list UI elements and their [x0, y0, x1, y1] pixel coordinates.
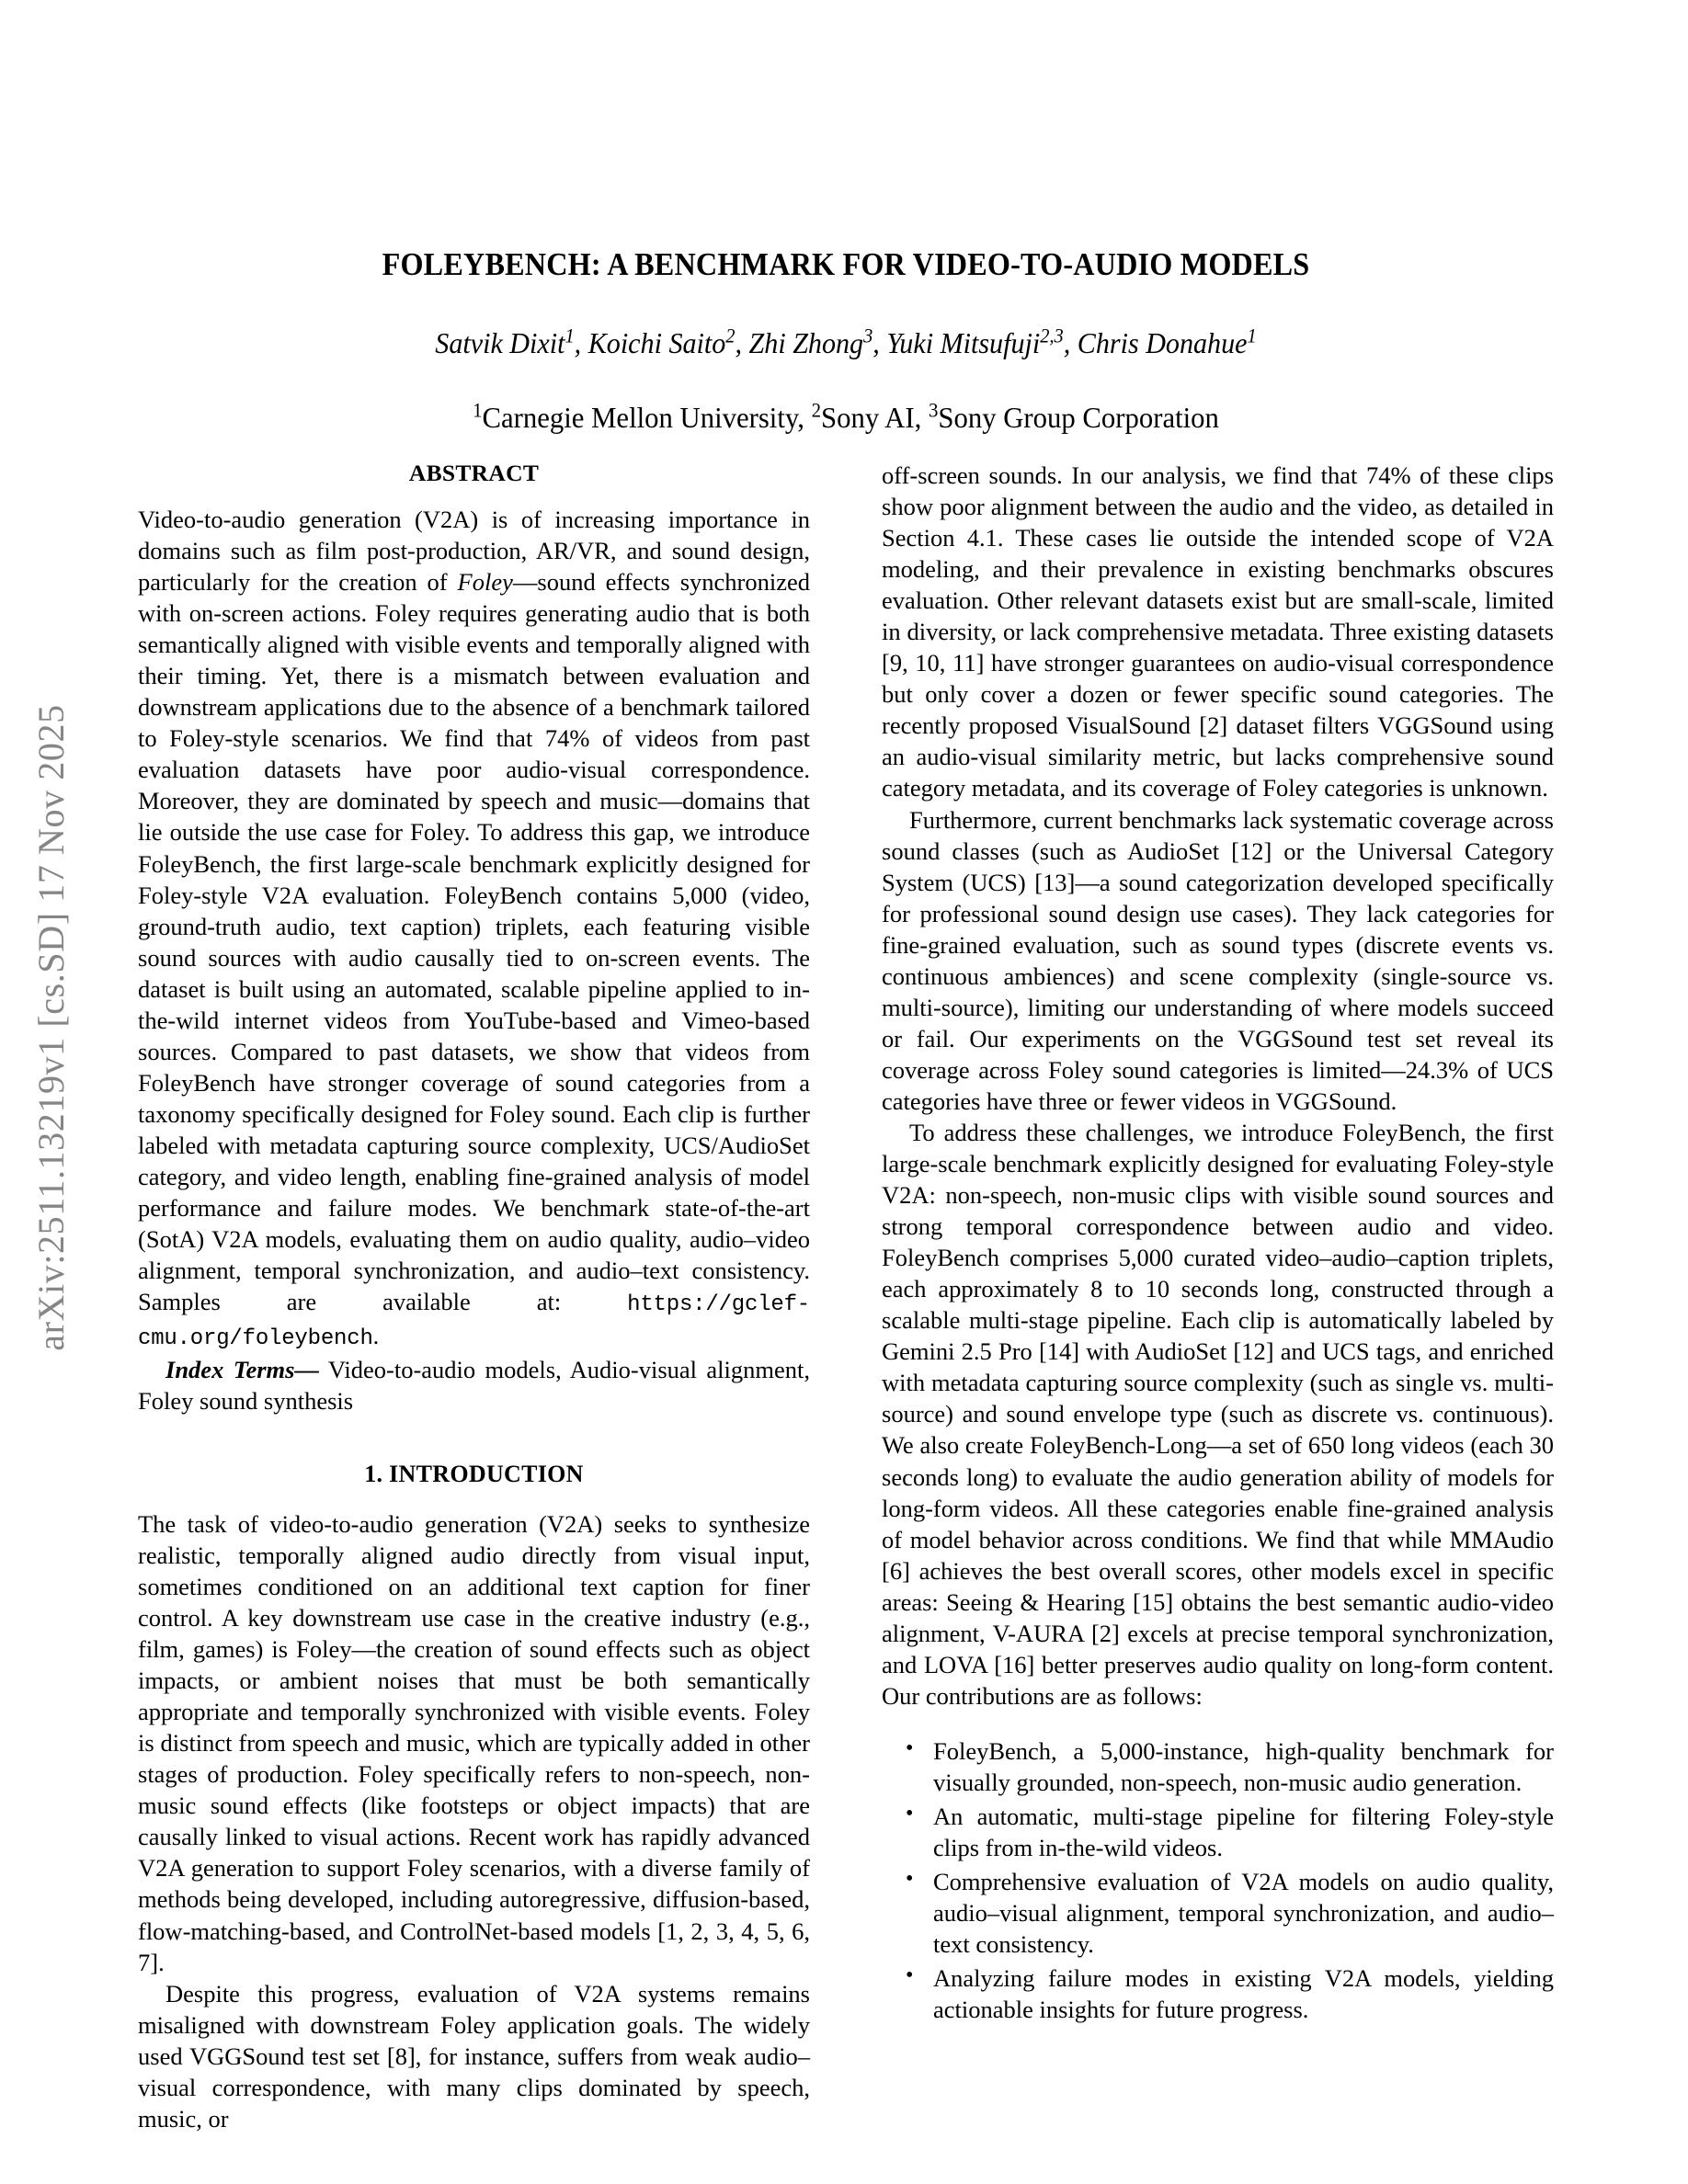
- index-terms-text: Video-to-audio models, Audio-visual alignment, Foley sound synthesis: [138, 1355, 810, 1415]
- arxiv-identifier-stamp: [0, 0, 101, 2184]
- page-title: FOLEYBENCH: A BENCHMARK FOR VIDEO-TO-AUDIO MODELS: [382, 246, 1310, 282]
- arxiv-identifier-text: arXiv:2511.13219v1 [cs.SD] 17 Nov 2025: [29, 704, 72, 1351]
- author-list: Satvik Dixit$^1$, Koichi Saito$^2$, Zhi Zhong$^3$, Yuki Mitsufuji$^{2,3}$, Chris Donahue$^1$: [435, 324, 1257, 359]
- list-item: • FoleyBench, a 5,000-instance, high-quality benchmark for visually grounded, non-speech, non-music audio generation.: [930, 1735, 1554, 1798]
- abstract-body: Video-to-audio generation (V2A) is of increasing importance in domains such as film post-production, AR/VR, and sound design, particularly for the creation of Foley—sound effects synchronized with on-screen actions. Foley requires generating audio that is both semantically aligned with visible events and temporally aligned with their timing. Yet, there is a mismatch between evaluation and downstream applications due to the absence of a benchmark tailored to Foley-style scenarios. We find that 74% of videos from past evaluation datasets have poor audio-visual correspondence. Moreover, they are dominated by speech and music—domains that lie outside the use case for Foley. To address this gap, we introduce FoleyBench, the first large-scale benchmark explicitly designed for Foley-style V2A evaluation. FoleyBench contains 5,000 (video, ground-truth audio, text caption) triplets, each featuring visible sound sources with audio causally tied to on-screen events. The dataset is built using an automated, scalable pipeline applied to in-the-wild internet videos from YouTube-based and Vimeo-based sources. Compared to past datasets, we show that videos from FoleyBench have stronger coverage of sound categories from a taxonomy specifically designed for Foley sound. Each clip is further labeled with metadata capturing source complexity, UCS/AudioSet category, and video length, enabling fine-grained analysis of model performance and failure modes. We benchmark state-of-the-art (SotA) V2A models, evaluating them on audio quality, audio–video alignment, temporal synchronization, and audio–text consistency. Samples are available at: https://gclef-cmu.org/foleybench.: [138, 506, 810, 1351]
- right-paragraph-1: off-screen sounds. In our analysis, we find that 74% of these clips show poor alignment between the audio and the video, as detailed in Section 4.1. These cases lie outside the intended scope of V2A modeling, and their prevalence in existing benchmarks obscures evaluation. Other relevant datasets exist but are small-scale, limited in diversity, or lack comprehensive metadata. Three existing datasets [9, 10, 11] have stronger guarantees on audio-visual correspondence but only cover a dozen or fewer specific sound categories. The recently proposed VisualSound [2] dataset filters VGGSound using an audio-visual similarity metric, but lacks comprehensive sound category metadata, and its coverage of Foley categories is unknown.: [882, 461, 1554, 802]
- paper-page: [138, 0, 1554, 2184]
- left-column: [138, 460, 810, 2134]
- list-item: • An automatic, multi-stage pipeline for filtering Foley-style clips from in-the-wild videos.: [930, 1801, 1554, 1863]
- affiliation-list: $^1$Carnegie Mellon University, $^2$Sony AI, $^3$Sony Group Corporation: [473, 399, 1219, 434]
- index-terms: [138, 1354, 810, 1416]
- index-terms-label: Index Terms—: [165, 1355, 319, 1383]
- two-column-body: [138, 460, 1554, 2134]
- intro-paragraph-1: The task of video-to-audio generation (V2A) seeks to synthesize realistic, temporally aligned audio directly from visual input, sometimes conditioned on an additional text caption for finer control. A key downstream use case in the creative industry (e.g., film, games) is Foley—the creation of sound effects such as object impacts, or ambient noises that must be both semantically appropriate and temporally synchronized with visible events. Foley is distinct from speech and music, which are typically added in other stages of production. Foley specifically refers to non-speech, non-music sound effects (like footsteps or object impacts) that are causally linked to visual actions. Recent work has rapidly advanced V2A generation to support Foley scenarios, with a diverse family of methods being developed, including autoregressive, diffusion-based, flow-matching-based, and ControlNet-based models [1, 2, 3, 4, 5, 6, 7].: [138, 1509, 810, 1976]
- contributions-list: [882, 1735, 1554, 2025]
- introduction-heading: 1. INTRODUCTION: [364, 1460, 584, 1487]
- list-item: • Comprehensive evaluation of V2A models on audio quality, audio–visual alignment, temporal synchronization, and audio–text consistency.: [930, 1866, 1554, 1960]
- right-paragraph-3: To address these challenges, we introduce FoleyBench, the first large-scale benchmark explicitly designed for evaluating Foley-style V2A: non-speech, non-music clips with visible sound sources and strong temporal correspondence between audio and video. FoleyBench comprises 5,000 curated video–audio–caption triplets, each approximately 8 to 10 seconds long, constructed through a scalable multi-stage pipeline. Each clip is automatically labeled by Gemini 2.5 Pro [14] with AudioSet [12] and UCS tags, and enriched with metadata capturing source complexity (such as single vs. multi-source) and sound envelope type (such as discrete vs. continuous). We also create FoleyBench-Long—a set of 650 long videos (each 30 seconds long) to evaluate the audio generation ability of models for long-form videos. All these categories enable fine-grained analysis of model behavior across conditions. We find that while MMAudio [6] achieves the best overall scores, other models excel in specific areas: Seeing & Hearing [15] obtains the best semantic audio-video alignment, V-AURA [2] excels at precise temporal synchronization, and LOVA [16] better preserves audio quality on long-form content. Our contributions are as follows:: [882, 1118, 1554, 1710]
- abstract-heading: ABSTRACT: [408, 460, 540, 486]
- list-item: • Analyzing failure modes in existing V2A models, yielding actionable insights for future progress.: [930, 1962, 1554, 2025]
- right-column: [882, 460, 1554, 2134]
- intro-paragraph-2: Despite this progress, evaluation of V2A systems remains misaligned with downstream Foley application goals. The widely used VGGSound test set [8], for instance, suffers from weak audio–visual correspondence, with many clips dominated by speech, music, or: [138, 1979, 810, 2133]
- right-paragraph-2: Furthermore, current benchmarks lack systematic coverage across sound classes (such as AudioSet [12] or the Universal Category System (UCS) [13]—a sound categorization developed specifically for professional sound design use cases). They lack categories for fine-grained evaluation, such as sound types (discrete events vs. continuous ambiences) and scene complexity (single-source vs. multi-source), limiting our understanding of where models succeed or fail. Our experiments on the VGGSound test set reveal its coverage across Foley sound categories is limited—24.3% of UCS categories have three or fewer videos in VGGSound.: [882, 805, 1554, 1115]
